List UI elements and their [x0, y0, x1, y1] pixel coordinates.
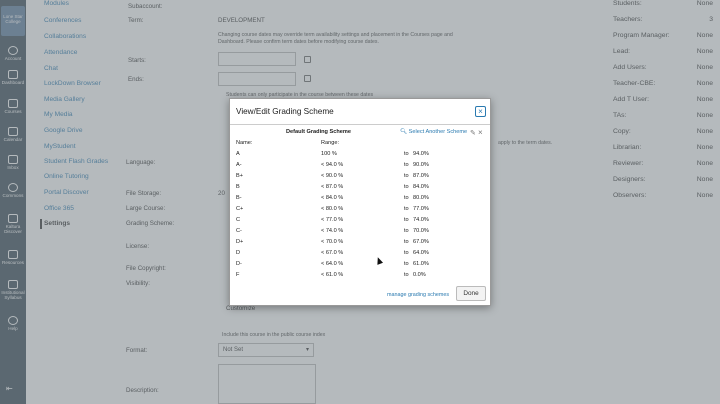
grade-row: A 100 % to 94.0%	[236, 151, 429, 157]
search-icon: 🔍︎	[400, 129, 408, 135]
grade-row: D < 67.0 % to 64.0%	[236, 250, 429, 256]
manage-grading-schemes-link[interactable]: manage grading schemes	[387, 292, 450, 298]
grade-row: D- < 64.0 % to 61.0%	[236, 261, 429, 267]
grade-row: C+ < 80.0 % to 77.0%	[236, 206, 429, 212]
scheme-title: Default Grading Scheme	[286, 129, 351, 135]
range-column-header: Range:	[321, 140, 340, 146]
pencil-icon[interactable]: ✎	[470, 130, 476, 137]
grade-row: B < 87.0 % to 84.0%	[236, 184, 429, 190]
select-another-scheme-link[interactable]: 🔍︎ Select Another Scheme	[400, 129, 468, 135]
grade-row: B- < 84.0 % to 80.0%	[236, 195, 429, 201]
grade-row: F < 61.0 % to 0.0%	[236, 272, 426, 278]
grade-row: C < 77.0 % to 74.0%	[236, 217, 429, 223]
dialog-header	[230, 99, 490, 125]
done-button[interactable]: Done	[456, 286, 486, 301]
grade-row: A- < 94.0 % to 90.0%	[236, 162, 429, 168]
dialog-title: View/Edit Grading Scheme	[236, 107, 334, 116]
name-column-header: Name:	[236, 140, 253, 146]
grading-scheme-dialog	[229, 98, 491, 306]
close-icon[interactable]: ×	[475, 106, 486, 117]
grade-row: B+ < 90.0 % to 87.0%	[236, 173, 429, 179]
delete-icon[interactable]: ×	[478, 128, 483, 137]
grade-row: D+ < 70.0 % to 67.0%	[236, 239, 429, 245]
grade-row: C- < 74.0 % to 70.0%	[236, 228, 429, 234]
